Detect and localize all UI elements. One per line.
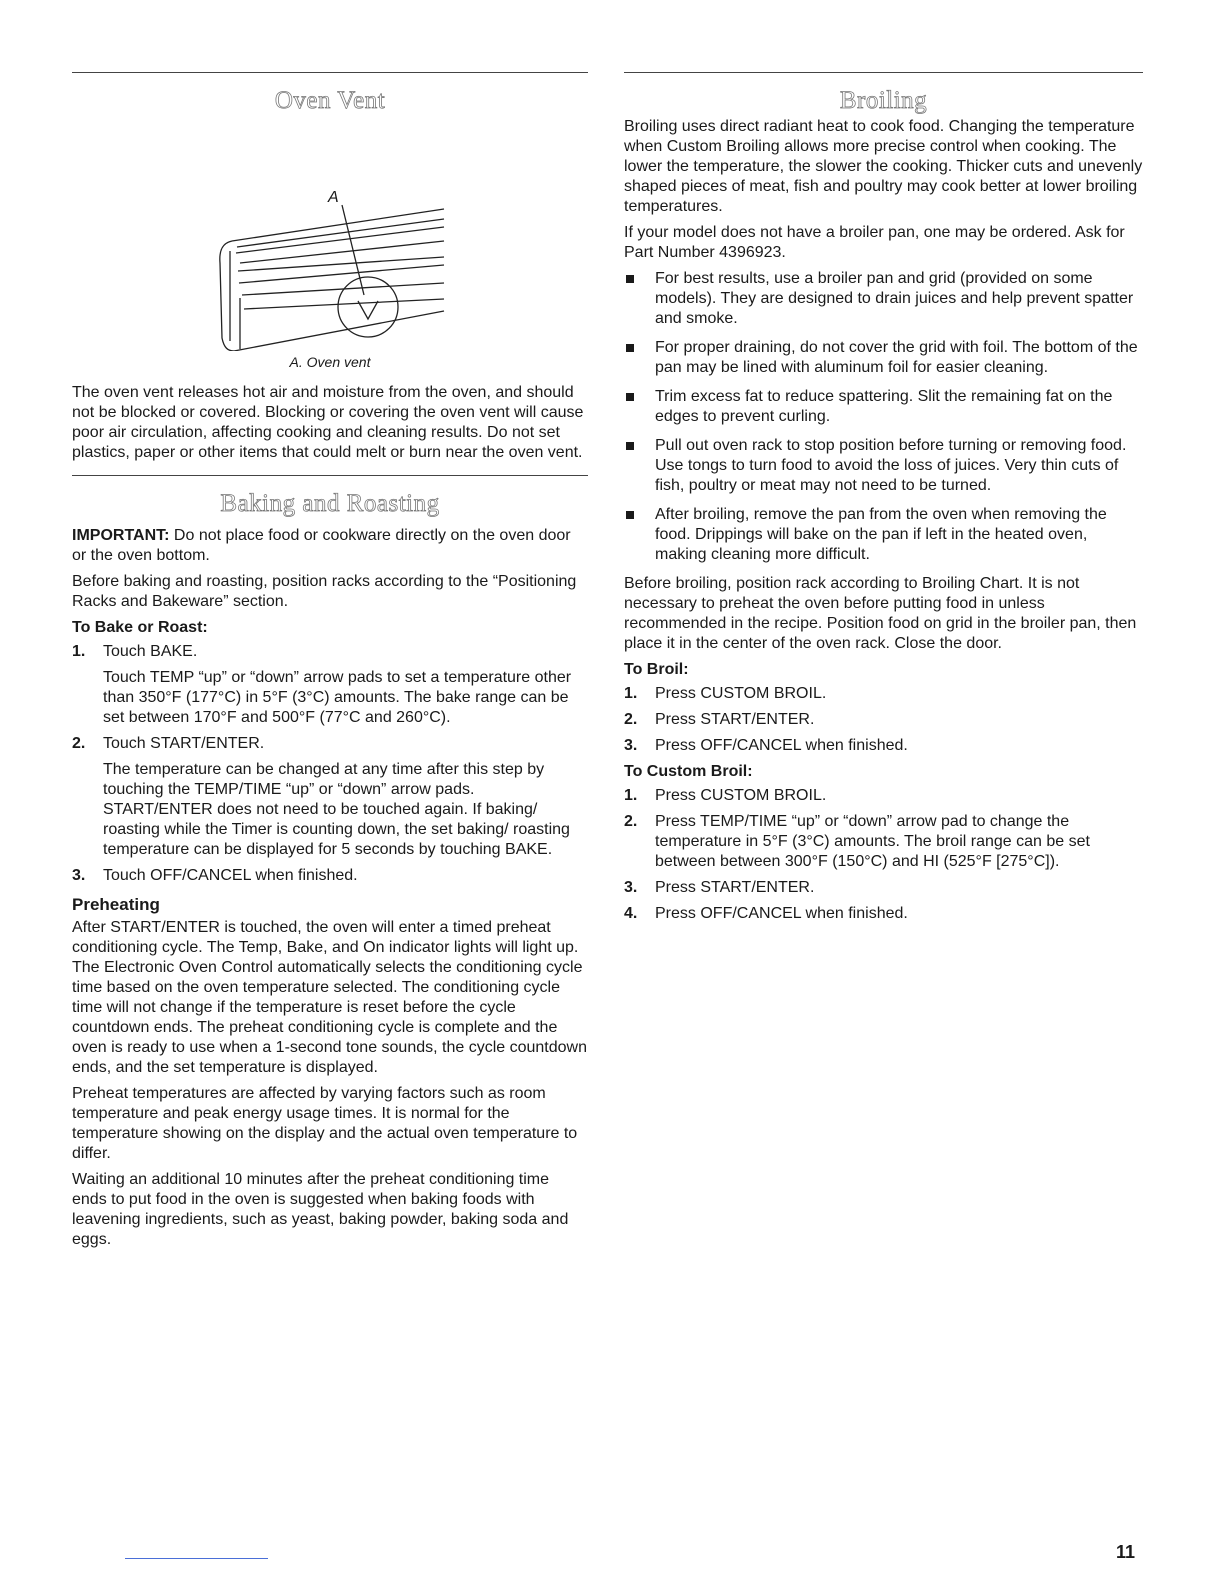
bake-steps [72, 642, 588, 886]
page-number: 11 [1116, 1542, 1136, 1562]
section-divider [72, 475, 588, 476]
step-text: Press CUSTOM BROIL. [655, 787, 827, 804]
step-text: Touch START/ENTER. [103, 735, 265, 752]
before-broiling: Before broiling, position rack according to Broiling Chart. It is not necessary to preheat the oven before putting food in unless recommended in the recipe. Position food on grid in the broiler pan, then place it in the center of the oven rack. Close the door. [624, 575, 1137, 652]
top-rule [72, 72, 588, 73]
tip-text: Pull out oven rack to stop position before turning or removing food. Use tongs to turn food to avoid the loss of juices. Very thin cuts of fish, poultry or meat may not need to be turned. [655, 437, 1127, 494]
list-item [72, 642, 588, 728]
step-detail: Touch TEMP “up” or “down” arrow pads to set a temperature other than 350°F (177°C) in 5°F (3°C) amounts. The bake range can be set between 170°F and 500°F (77°C and 260°C). [103, 669, 572, 726]
list-item [624, 387, 1143, 427]
preheating-paragraph: Preheat temperatures are affected by varying factors such as room temperature and peak energy usage times. It is normal for the temperature showing on the display and the actual oven temperature to differ. [72, 1085, 578, 1162]
oven-vent-body: The oven vent releases hot air and moisture from the oven, and should not be blocked or covered. Blocking or covering the oven vent will cause poor air circulation, affecting cooking and cleaning results. Do not set plastics, paper or other items that could melt or burn near the oven vent. [72, 384, 584, 461]
list-item [624, 878, 1143, 898]
oven-vent-heading: Oven Vent [274, 87, 386, 114]
important-text: Do not place food or cookware directly on the oven door or the oven bottom. [72, 527, 571, 564]
broiler-pan-note: If your model does not have a broiler pan, one may be ordered. Ask for Part Number 4396923. [624, 224, 1125, 261]
step-number: 1. [624, 787, 638, 804]
bottom-link-underline [125, 1558, 268, 1559]
step-number: 3. [624, 737, 638, 754]
tip-text: After broiling, remove the pan from the oven when removing the food. Drippings will bake on the pan if left in the heated oven, making cleaning more difficult. [655, 506, 1107, 563]
baking-heading: Baking and Roasting [220, 490, 440, 517]
step-number: 3. [72, 867, 86, 884]
list-item [624, 436, 1143, 496]
step-text: Press START/ENTER. [655, 879, 815, 896]
preheating-heading: Preheating [72, 895, 160, 914]
important-label: IMPORTANT: [72, 527, 170, 544]
top-rule [624, 72, 1143, 73]
tip-text: For proper draining, do not cover the grid with foil. The bottom of the pan may be lined with aluminum foil for easier cleaning. [655, 339, 1138, 376]
to-broil-label: To Broil: [624, 661, 689, 678]
baking-intro: Before baking and roasting, position racks according to the “Positioning Racks and Bakeware” section. [72, 573, 577, 610]
to-custom-broil-label: To Custom Broil: [624, 763, 753, 780]
broiling-heading: Broiling [839, 87, 928, 114]
step-number: 2. [624, 813, 638, 830]
list-item [72, 866, 588, 886]
step-number: 2. [624, 711, 638, 728]
important-note [72, 526, 588, 566]
step-text: Press OFF/CANCEL when finished. [655, 905, 908, 922]
preheating-paragraph: Waiting an additional 10 minutes after the preheat conditioning time ends to put food in the oven is suggested when baking foods with leavening ingredients, such as yeast, baking powder, baking soda and eggs. [72, 1171, 569, 1248]
list-item [624, 736, 1143, 756]
left-column [72, 72, 588, 1256]
step-number: 4. [624, 905, 638, 922]
step-number: 1. [72, 643, 86, 660]
oven-vent-caption: A. Oven vent [289, 354, 371, 370]
preheating-paragraph: After START/ENTER is touched, the oven will enter a timed preheat conditioning cycle. The Temp, Bake, and On indicator lights will light up. The Electronic Oven Control automatically selects the conditioning cycle time based on the oven temperature selected. The conditioning cycle time will not change if the temperature is reset before the cycle countdown ends. The preheat conditioning cycle is complete and the oven is ready to use when a 1-second tone sounds, the cycle countdown ends, and the set temperature is displayed. [72, 919, 587, 1076]
figure-label-a: A [328, 189, 339, 206]
list-item [624, 684, 1143, 704]
step-number: 2. [72, 735, 86, 752]
bullet-square-icon [626, 442, 634, 450]
bullet-square-icon [626, 511, 634, 519]
bullet-square-icon [626, 275, 634, 283]
broil-steps [624, 684, 1143, 756]
list-item [624, 505, 1143, 565]
step-number: 1. [624, 685, 638, 702]
step-text: Touch OFF/CANCEL when finished. [103, 867, 358, 884]
tip-text: For best results, use a broiler pan and grid (provided on some models). They are designed to drain juices and help prevent spatter and smoke. [655, 270, 1134, 327]
step-detail: The temperature can be changed at any time after this step by touching the TEMP/TIME “up” or “down” arrow pads. START/ENTER does not need to be touched again. If baking/ roasting while the Timer is counting down, the set baking/ roasting temperature can be displayed for 5 seconds by touching BAKE. [103, 761, 570, 858]
bake-roast-label: To Bake or Roast: [72, 619, 208, 636]
step-text: Touch BAKE. [103, 643, 198, 660]
right-column [624, 72, 1143, 930]
list-item [624, 786, 1143, 806]
oven-vent-illustration [72, 123, 588, 351]
list-item [624, 812, 1143, 872]
step-text: Press START/ENTER. [655, 711, 815, 728]
custom-broil-steps [624, 786, 1143, 924]
broiling-intro: Broiling uses direct radiant heat to cook food. Changing the temperature when Custom Broiling allows more precise control when cooking. The lower the temperature, the slower the cooking. Thicker cuts and unevenly shaped pieces of meat, fish and poultry may cook better at lower broiling temperatures. [624, 118, 1143, 215]
step-text: Press TEMP/TIME “up” or “down” arrow pad to change the temperature in 5°F (3°C) amounts. The broil range can be set between between 300°F (150°C) and HI (525°F [275°C]). [655, 813, 1090, 870]
bullet-square-icon [626, 344, 634, 352]
step-number: 3. [624, 879, 638, 896]
list-item [624, 710, 1143, 730]
list-item [624, 904, 1143, 924]
step-text: Press OFF/CANCEL when finished. [655, 737, 908, 754]
oven-vent-figure [72, 123, 588, 351]
list-item [72, 734, 588, 860]
bullet-square-icon [626, 393, 634, 401]
list-item [624, 338, 1143, 378]
list-item [624, 269, 1143, 329]
tip-text: Trim excess fat to reduce spattering. Slit the remaining fat on the edges to prevent curling. [655, 388, 1113, 425]
step-text: Press CUSTOM BROIL. [655, 685, 827, 702]
broiling-tips [624, 269, 1143, 565]
